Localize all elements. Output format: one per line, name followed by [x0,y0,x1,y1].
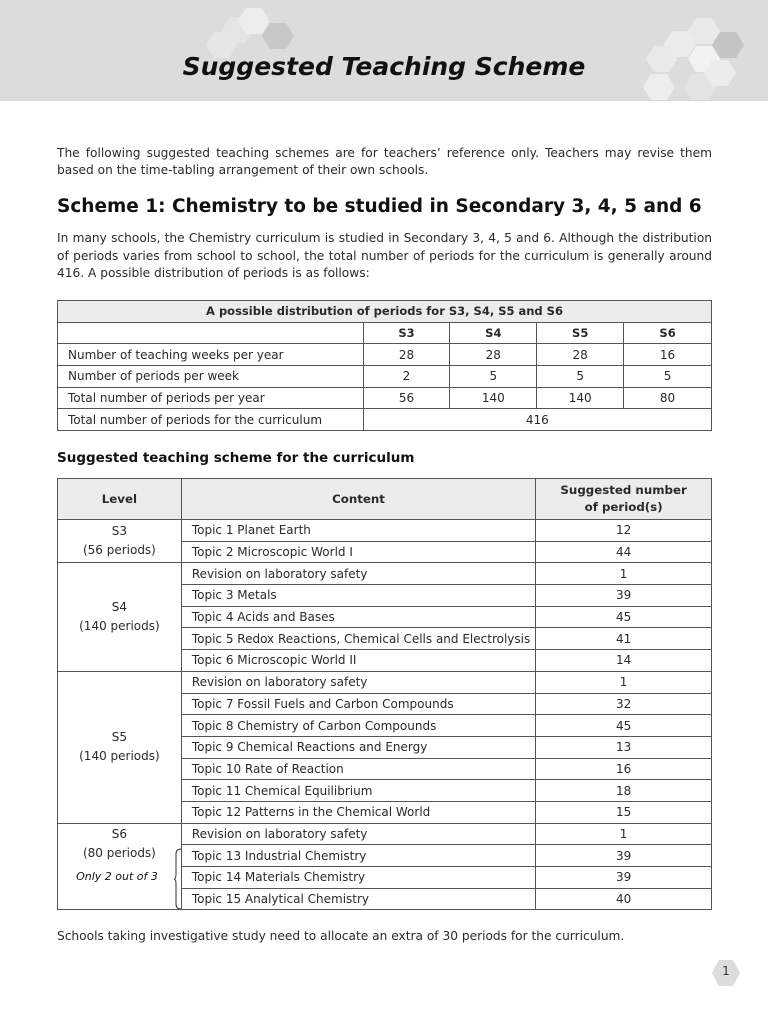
content-cell: Revision on laboratory safety [181,563,535,585]
page-number: 1 [722,964,730,978]
page-title: Suggested Teaching Scheme [182,52,586,81]
cell-value: 16 [624,344,712,366]
column-header-content: Content [181,479,535,520]
level-cell-s4 [58,563,182,671]
elective-note: Only 2 out of 3 [76,869,158,883]
periods-cell: 32 [536,693,712,715]
periods-cell: 40 [536,888,712,910]
total-value: 416 [363,409,711,431]
content-cell: Topic 13 Industrial Chemistry [181,845,535,867]
level-cell-s6 [58,823,182,910]
level-name: S4 [111,600,128,615]
content-cell: Topic 3 Metals [181,585,535,607]
level-periods-note: (80 periods) [82,845,156,860]
cell-value: 5 [537,366,624,388]
scheme-heading: Scheme 1: Chemistry to be studied in Secondary 3, 4, 5 and 6 [57,196,702,217]
periods-cell: 13 [536,736,712,758]
table-header: S5 [537,322,624,344]
level-name: S5 [111,730,128,745]
periods-cell: 12 [536,520,712,542]
level-periods-note: (140 periods) [79,619,160,634]
hexagon-decoration-icon [0,0,768,101]
cell-value: 140 [450,387,537,409]
table-row [58,387,712,409]
teaching-scheme-table [57,478,712,910]
periods-cell: 45 [536,606,712,628]
distribution-caption: A possible distribution of periods for S3, S4, S5 and S6 [58,301,712,323]
content-cell: Topic 11 Chemical Equilibrium [181,780,535,802]
table-header: S3 [363,322,450,344]
table-row [58,344,712,366]
content-cell: Topic 9 Chemical Reactions and Energy [181,736,535,758]
table-row [58,823,712,845]
row-label: Number of teaching weeks per year [58,344,364,366]
cell-value: 140 [537,387,624,409]
periods-cell: 44 [536,541,712,563]
periods-cell: 1 [536,671,712,693]
level-cell-s5 [58,671,182,823]
level-cell-s3 [58,520,182,563]
periods-header-line: Suggested number [560,483,687,497]
table-row-total [58,409,712,431]
table-row [58,671,712,693]
content-cell: Topic 12 Patterns in the Chemical World [181,801,535,823]
content-cell: Topic 8 Chemistry of Carbon Compounds [181,715,535,737]
cell-value: 28 [450,344,537,366]
content-cell: Topic 2 Microscopic World I [181,541,535,563]
cell-value: 56 [363,387,450,409]
level-periods-note: (56 periods) [82,543,156,558]
periods-header-line: of period(s) [584,500,663,514]
scheme-intro-paragraph: In many schools, the Chemistry curriculum is studied in Secondary 3, 4, 5 and 6. Although the distribution of periods varies from school to school, the total number of periods for the curriculum is generally around 416. A possible distribution of periods is as follows: [57,231,712,280]
table-row [58,366,712,388]
table-header-blank [58,322,364,344]
cell-value: 28 [363,344,450,366]
periods-cell: 1 [536,823,712,845]
content-cell: Revision on laboratory safety [181,671,535,693]
content-cell: Topic 4 Acids and Bases [181,606,535,628]
content-cell: Topic 10 Rate of Reaction [181,758,535,780]
table-header: S4 [450,322,537,344]
level-periods-note: (140 periods) [79,749,160,764]
periods-cell: 16 [536,758,712,780]
row-label: Number of periods per week [58,366,364,388]
content-cell: Topic 1 Planet Earth [181,520,535,542]
level-name: S3 [111,524,128,539]
cell-value: 28 [537,344,624,366]
periods-cell: 45 [536,715,712,737]
content-cell: Revision on laboratory safety [181,823,535,845]
periods-cell: 39 [536,867,712,889]
periods-cell: 15 [536,801,712,823]
table-header: S6 [624,322,712,344]
row-label: Total number of periods per year [58,387,364,409]
cell-value: 2 [363,366,450,388]
teaching-scheme-heading: Suggested teaching scheme for the curriculum [57,450,415,466]
content-cell: Topic 6 Microscopic World II [181,650,535,672]
content-cell: Topic 15 Analytical Chemistry [181,888,535,910]
content-cell: Topic 5 Redox Reactions, Chemical Cells and Electrolysis [181,628,535,650]
periods-cell: 41 [536,628,712,650]
column-header-level: Level [58,479,182,520]
table-row [58,563,712,585]
cell-value: 80 [624,387,712,409]
periods-cell: 1 [536,563,712,585]
row-label: Total number of periods for the curriculum [58,409,364,431]
cell-value: 5 [450,366,537,388]
periods-cell: 39 [536,585,712,607]
column-header-periods [536,479,712,520]
periods-cell: 39 [536,845,712,867]
distribution-table [57,300,712,431]
table-row [58,520,712,542]
content-cell: Topic 14 Materials Chemistry [181,867,535,889]
footnote: Schools taking investigative study need to allocate an extra of 30 periods for the curriculum. [57,929,625,943]
intro-paragraph: The following suggested teaching schemes are for teachers’ reference only. Teachers may revise them based on the time-tabling arrangement of their own schools. [57,146,712,177]
level-name: S6 [111,826,128,841]
periods-cell: 18 [536,780,712,802]
brace-icon [174,848,182,910]
content-cell: Topic 7 Fossil Fuels and Carbon Compounds [181,693,535,715]
cell-value: 5 [624,366,712,388]
periods-cell: 14 [536,650,712,672]
